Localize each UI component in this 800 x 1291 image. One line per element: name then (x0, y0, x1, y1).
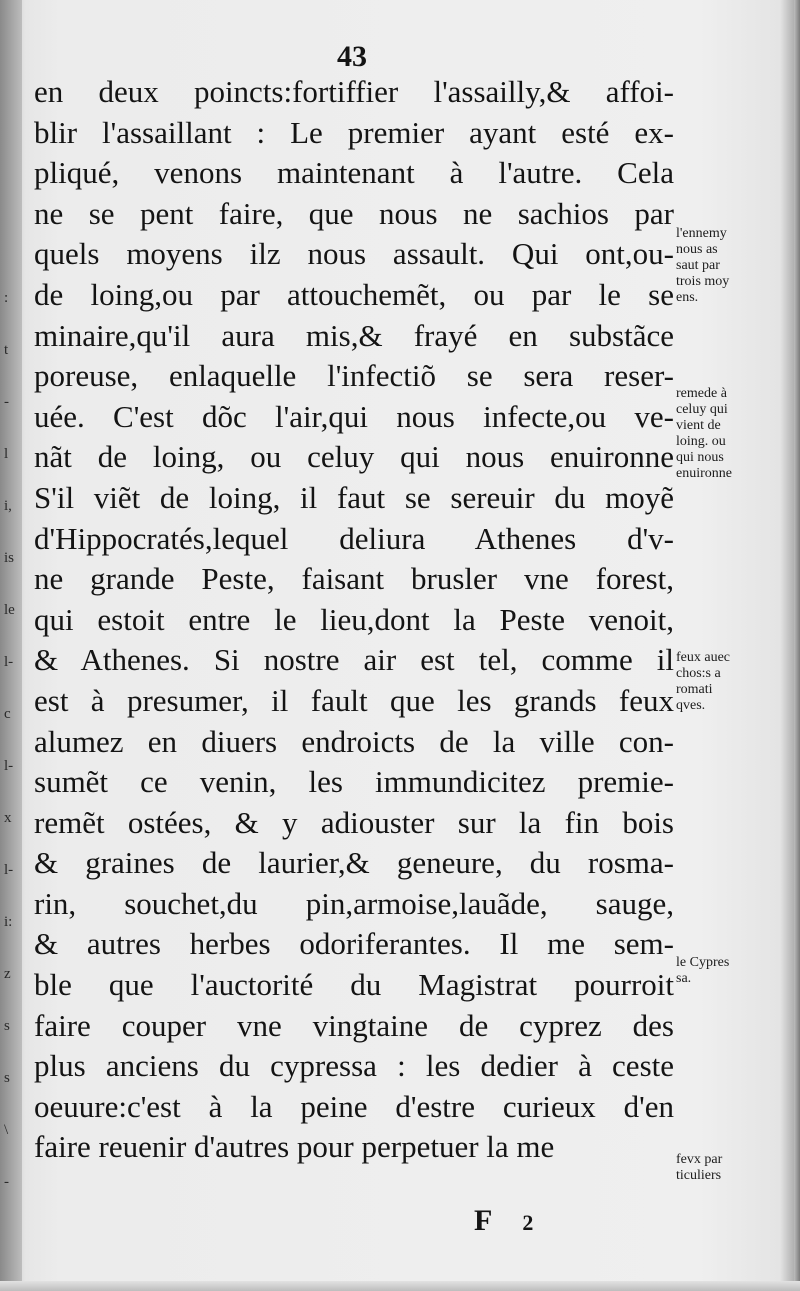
margin-note-line: chos:s a (676, 666, 721, 681)
margin-note-line: nous as (676, 242, 718, 257)
text-line: en deux poincts:fortiffier l'assailly,& affoi- (34, 74, 674, 109)
text-line: de loing,ou par attouchemẽt, ou par le se (34, 276, 674, 312)
gutter-mark: l- (4, 758, 14, 774)
text-line: poreuse, enlaquelle l'infectiõ se sera reser- (34, 358, 674, 394)
gutter-mark: le (4, 602, 15, 618)
signature-letter: F (474, 1204, 493, 1237)
gutter-mark: i: (4, 914, 13, 930)
text-line: blir l'assaillant : Le premier ayant esté ex- (34, 114, 674, 150)
gutter-mark: is (4, 550, 15, 566)
gutter-mark: - (4, 1174, 9, 1190)
signature-number: 2 (522, 1210, 534, 1235)
margin-note-enemy (676, 226, 794, 306)
margin-note-line: sa. (676, 971, 692, 986)
text-line: d'Hippocratés,lequel deliura Athenes d'v- (34, 520, 674, 556)
margin-note-line: trois moy (676, 274, 730, 289)
text-line: minaire,qu'il aura mis,& frayé en substãce (34, 317, 674, 353)
bottom-edge (0, 1281, 800, 1291)
text-line: faire reuenir d'autres pour perpetuer la me (34, 1129, 555, 1165)
gutter-mark: - (4, 394, 9, 410)
signature-mark (474, 1204, 533, 1238)
text-line: ble que l'auctorité du Magistrat pourroit (34, 967, 674, 1003)
margin-note-line: enuironne (676, 466, 732, 481)
page-number: 43 (337, 40, 367, 73)
gutter-mark: : (4, 290, 9, 306)
text-line: plus anciens du cypressa : les dedier à ceste (34, 1048, 674, 1084)
gutter-mark: z (4, 966, 11, 982)
text-line: sumẽt ce venin, les immundicitez premie- (34, 764, 674, 800)
gutter-mark: \ (4, 1122, 9, 1138)
text-line: quels moyens ilz nous assault. Qui ont,ou- (34, 236, 674, 272)
text-line: & graines de laurier,& geneure, du rosma- (34, 845, 674, 881)
gutter-mark: s (4, 1018, 10, 1034)
margin-note-line: saut par (676, 258, 720, 273)
text-line: pliqué, venons maintenant à l'autre. Cela (34, 155, 674, 191)
margin-note-line: qves. (676, 698, 706, 713)
margin-note-line: ticuliers (676, 1168, 722, 1183)
margin-note-remedy (676, 386, 794, 482)
gutter-mark: c (4, 706, 11, 722)
text-line: alumez en diuers endroicts de la ville con- (34, 723, 674, 759)
body-text (34, 72, 674, 1168)
margin-note-line: remede à (676, 386, 727, 401)
text-line: uée. C'est dõc l'air,qui nous infecte,ou ve- (34, 398, 674, 434)
gutter-marks (0, 0, 22, 1291)
text-line: faire couper vne vingtaine de cyprez des (34, 1007, 674, 1043)
margin-note-cypress (676, 955, 794, 987)
gutter-mark: s (4, 1070, 10, 1086)
gutter-mark: x (4, 810, 12, 826)
margin-note-line: ens. (676, 290, 699, 305)
margin-note-line: fevx par (676, 1152, 723, 1167)
text-line: & Athenes. Si nostre air est tel, comme il (34, 642, 674, 678)
margin-note-line: romati (676, 682, 713, 697)
text-line: rin, souchet,du pin,armoise,lauãde, sauge, (34, 885, 674, 921)
margin-note-line: qui nous (676, 450, 724, 465)
text-line: est à presumer, il fault que les grands feux (34, 682, 674, 718)
margin-note-line: l'ennemy (676, 226, 727, 241)
margin-note-line: loing. ou (676, 434, 726, 449)
text-line: ne grande Peste, faisant brusler vne forest, (34, 561, 674, 597)
gutter-mark: l- (4, 654, 14, 670)
margin-note-line: celuy qui (676, 402, 728, 417)
text-line: qui estoit entre le lieu,dont la Peste venoit, (34, 601, 674, 637)
scan-edge (794, 0, 800, 1291)
text-line: ne se pent faire, que nous ne sachios par (34, 195, 674, 231)
margin-note-line: feux auec (676, 650, 731, 665)
text-line: nãt de loing, ou celuy qui nous enuironne (34, 439, 674, 475)
margin-note-private-fires (676, 1152, 794, 1184)
margin-note-fires (676, 650, 794, 714)
gutter-mark: l (4, 446, 9, 462)
gutter-mark: l- (4, 862, 14, 878)
margin-note-line: vient de (676, 418, 721, 433)
text-line: & autres herbes odoriferantes. Il me sem- (34, 926, 674, 962)
text-line: S'il viẽt de loing, il faut se sereuir du moyẽ (34, 479, 674, 515)
text-line: remẽt ostées, & y adiouster sur la fin bois (34, 804, 674, 840)
gutter-mark: i, (4, 498, 12, 514)
margin-note-line: le Cypres (676, 955, 730, 970)
gutter-mark: t (4, 342, 9, 358)
text-line: oeuure:c'est à la peine d'estre curieux d'en (34, 1088, 674, 1124)
